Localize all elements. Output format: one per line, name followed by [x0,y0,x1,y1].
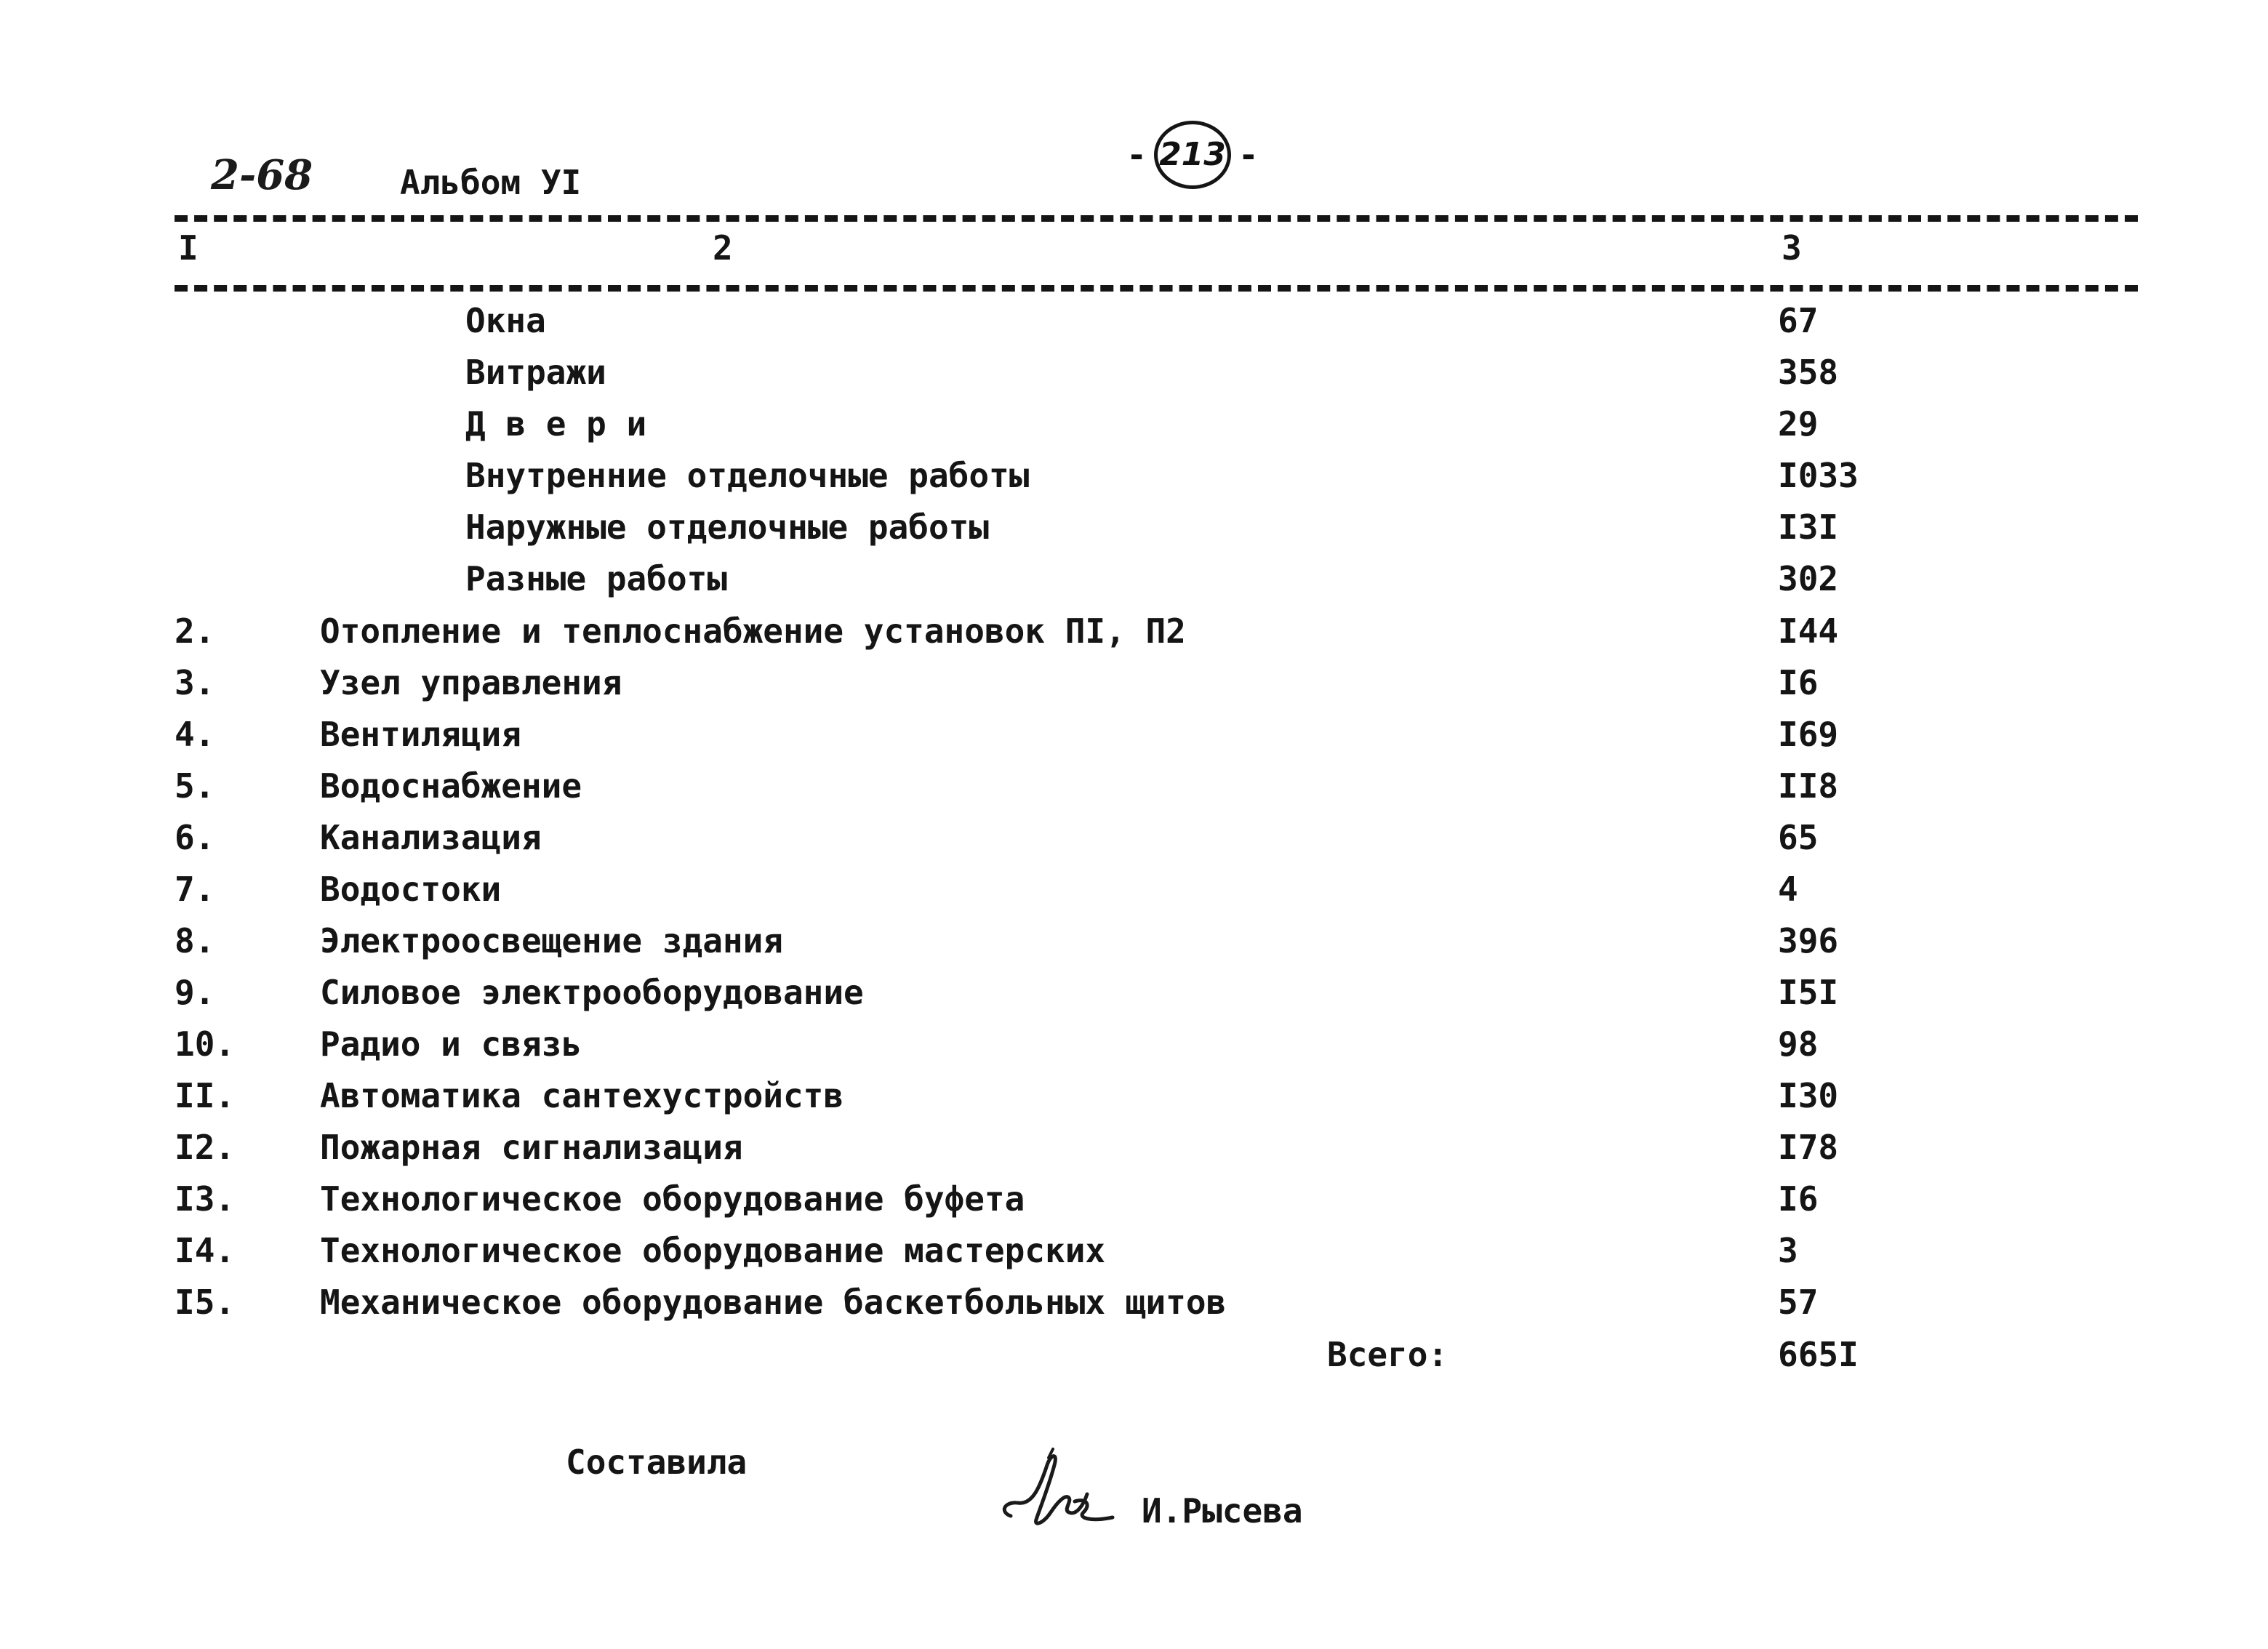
row-number: I3. [175,1179,236,1219]
document-code: 2-68 [211,151,313,199]
row-value: 57 [1778,1283,1819,1322]
row-name: Канализация [320,818,542,857]
row-name: Разные работы [465,559,728,598]
row-value: 358 [1778,353,1839,392]
album-title: Альбом УI [400,163,582,202]
row-name: Пожарная сигнализация [320,1128,743,1167]
compiled-by-label: Составила [566,1443,748,1482]
row-number: I4. [175,1231,236,1270]
row-name: Узел управления [320,663,622,702]
row-number: II. [175,1076,236,1115]
table-header-rule [175,285,2138,292]
row-name: Технологическое оборудование буфета [320,1179,1025,1219]
row-name: Вентиляция [320,715,521,754]
row-value: 302 [1778,559,1839,598]
table-top-rule [175,215,2138,222]
row-value: I033 [1778,456,1859,495]
row-name: Силовое электрооборудование [320,973,864,1012]
row-value: I30 [1778,1076,1839,1115]
row-number: 8. [175,921,215,960]
page-number: 213 [1154,121,1231,189]
row-name: Водостоки [320,870,502,909]
row-name: Отопление и теплоснабжение установок ПI, П2 [320,611,1186,651]
row-number: 7. [175,870,215,909]
row-number: 5. [175,766,215,806]
row-name: Окна [465,301,546,340]
row-number: 9. [175,973,215,1012]
row-number: 6. [175,818,215,857]
column-header-2: 2 [713,228,733,268]
row-value: I3I [1778,507,1839,547]
row-number: I2. [175,1128,236,1167]
row-value: 65 [1778,818,1819,857]
page-number-block [1116,122,1269,188]
author-name: И.Рысева [1142,1491,1303,1530]
row-number: 2. [175,611,215,651]
row-value: I78 [1778,1128,1839,1167]
total-value: 665I [1778,1335,1859,1374]
row-value: I69 [1778,715,1839,754]
row-name: Наружные отделочные работы [465,507,990,547]
row-name: Витражи [465,353,606,392]
row-value: I6 [1778,663,1819,702]
row-number: 10. [175,1024,236,1064]
column-header-1: I [178,228,199,268]
page-number-dash-right: - [1238,135,1259,174]
row-name: Электроосвещение здания [320,921,783,960]
handwritten-signature [996,1443,1127,1538]
row-value: I44 [1778,611,1839,651]
row-value: I6 [1778,1179,1819,1219]
row-name: Д в е р и [465,404,647,444]
row-value: 98 [1778,1024,1819,1064]
row-value: 4 [1778,870,1798,909]
row-name: Автоматика сантехустройств [320,1076,844,1115]
row-name: Водоснабжение [320,766,582,806]
row-name: Внутренние отделочные работы [465,456,1030,495]
total-label: Всего: [1327,1335,1448,1374]
row-name: Технологическое оборудование мастерских [320,1231,1106,1270]
row-value: II8 [1778,766,1839,806]
row-number: I5. [175,1283,236,1322]
row-number: 4. [175,715,215,754]
row-number: 3. [175,663,215,702]
row-name: Механическое оборудование баскетбольных щитов [320,1283,1227,1322]
column-header-3: 3 [1782,228,1802,268]
row-value: 67 [1778,301,1819,340]
page-number-dash-left: - [1126,135,1147,174]
row-value: 3 [1778,1231,1798,1270]
row-value: 29 [1778,404,1819,444]
row-name: Радио и связь [320,1024,582,1064]
row-value: I5I [1778,973,1839,1012]
row-value: 396 [1778,921,1839,960]
